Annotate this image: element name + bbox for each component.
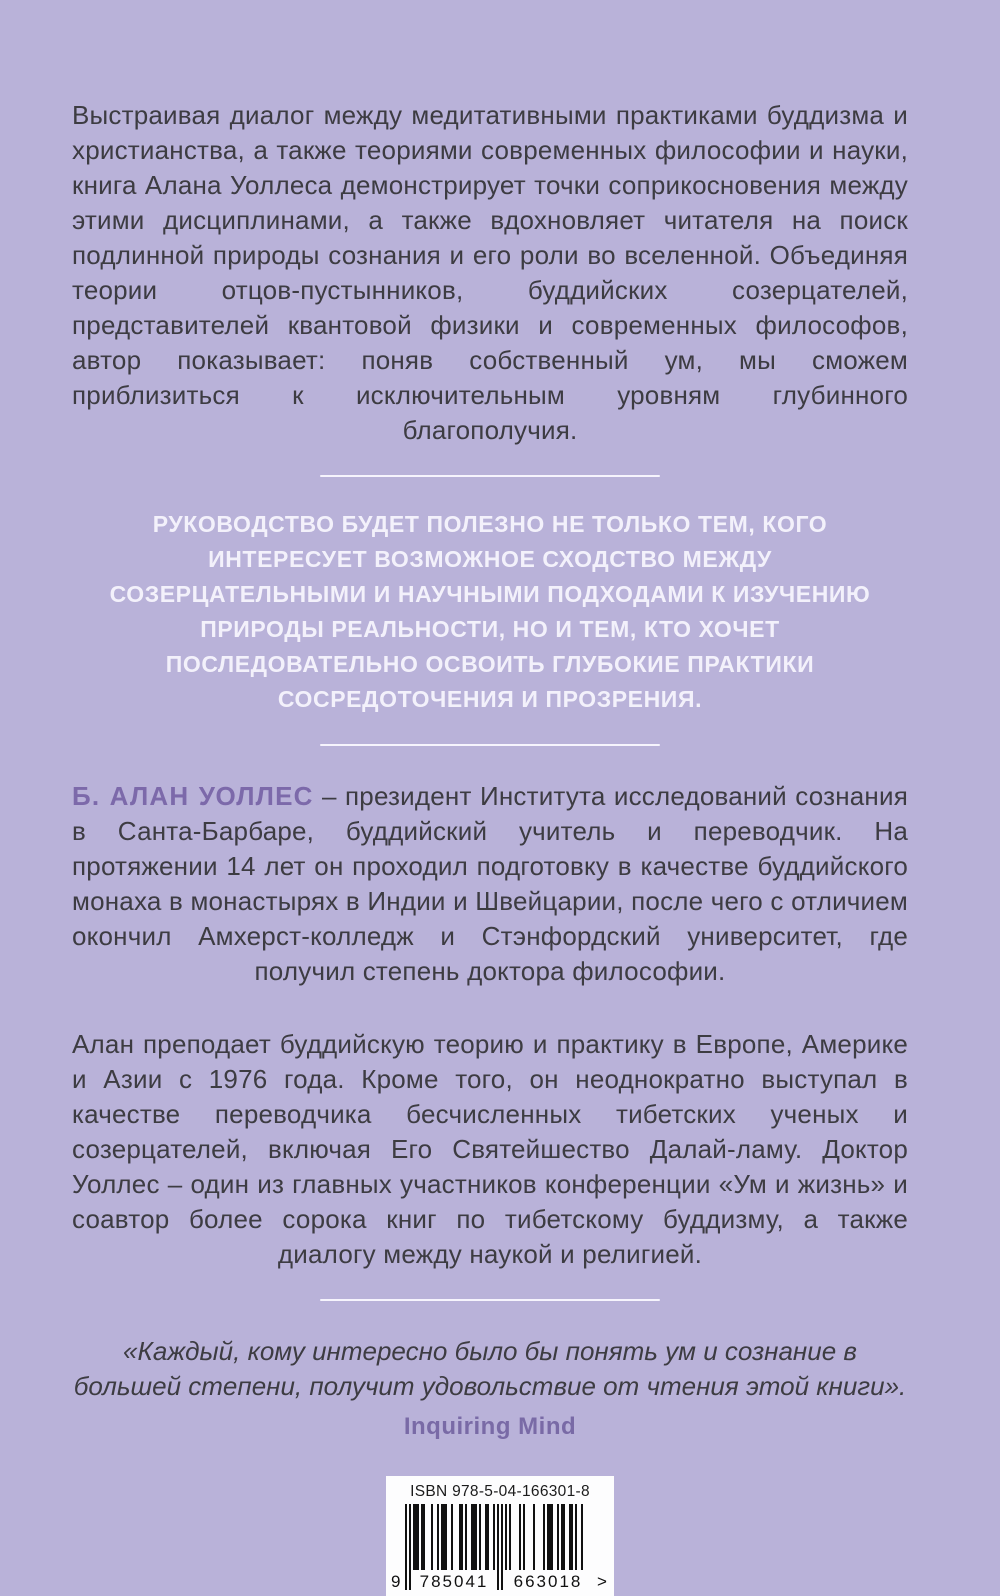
ean13-barcode	[391, 1504, 609, 1592]
author-name: Б. АЛАН УОЛЛЕС	[72, 781, 314, 811]
barcode-digits-left: 785041	[419, 1572, 489, 1591]
barcode-end-marker: >	[597, 1572, 607, 1591]
barcode-digits-right: 663018	[513, 1572, 583, 1591]
review-quote: «Каждый, кому интересно было бы понять ум и сознание в большей степени, получит удовольствие от чтения этой книги».	[73, 1336, 907, 1401]
author-bio-paragraph-2: Алан преподает буддийскую теорию и практику в Европе, Америке и Азии с 1976 года. Кроме того, он неоднократно выступал в качестве переводчика бесчисленных тибетских ученых и созерцателей, включая Его Святейшество Далай-ламу. Доктор Уоллес – один из главных участников конференции «Ум и жизнь» и соавтор более сорока книг по тибетскому буддизму, а также диалогу между наукой и религией.	[72, 1029, 908, 1269]
author-bio-1-text: – президент Института исследований сознания в Санта-Барбаре, буддийский учитель и переводчик. На протяжении 14 лет он проходил подготовку в качестве буддийского монаха в монастырях в Индии и Швейцарии, после чего с отличием окончил Амхерст-колледж и Стэнфордский университет, где получил степень доктора философии.	[72, 781, 908, 986]
divider-top	[320, 475, 660, 477]
review-source: Inquiring Mind	[403, 1413, 577, 1440]
divider-bottom	[320, 1299, 660, 1301]
isbn-barcode-box	[386, 1476, 614, 1596]
barcode-digit-first: 9	[391, 1572, 401, 1591]
author-bio-paragraph-1	[72, 779, 908, 989]
highlight-text: РУКОВОДСТВО БУДЕТ ПОЛЕЗНО НЕ ТОЛЬКО ТЕМ, КОГО ИНТЕРЕСУЕТ ВОЗМОЖНОЕ СХОДСТВО МЕЖДУ СОЗЕРЦАТЕЛЬНЫМИ И НАУЧНЫМИ ПОДХОДАМИ К ИЗУЧЕНИЮ ПРИРОДЫ РЕАЛЬНОСТИ, НО И ТЕМ, КТО ХОЧЕТ ПОСЛЕДОВАТЕЛЬНО ОСВОИТЬ ГЛУБОКИЕ ПРАКТИКИ СОСРЕДОТОЧЕНИЯ И ПРОЗРЕНИЯ.	[109, 511, 871, 712]
divider-middle	[320, 744, 660, 746]
isbn-label: ISBN 978-5-04-166301-8	[410, 1483, 590, 1500]
synopsis-paragraph: Выстраивая диалог между медитативными практиками буддизма и христианства, а также теориями современных философии и науки, книга Алана Уоллеса демонстрирует точки соприкосновения между этими дисциплинами, а также вдохновляет читателя на поиск подлинной природы сознания и его роли во вселенной. Объединяя теории отцов-пустынников, буддийских созерцателей, представителей квантовой физики и современных философов, автор показывает: поняв собственный ум, мы сможем приблизиться к исключительным уровням глубинного благополучия.	[72, 100, 908, 445]
